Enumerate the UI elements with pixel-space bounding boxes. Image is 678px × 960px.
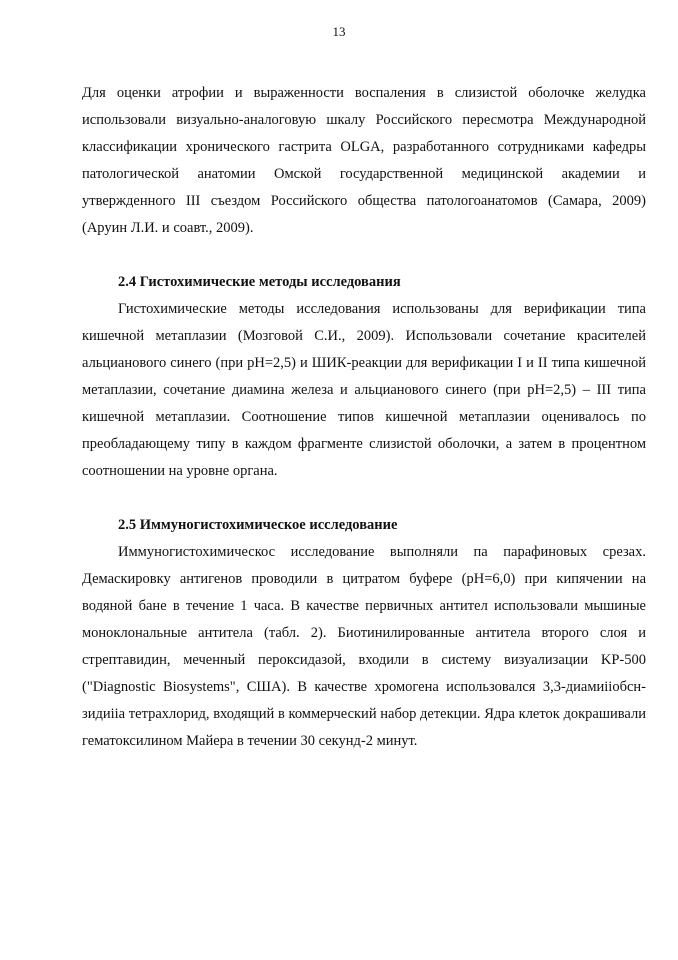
section-heading-histochemical: 2.4 Гистохимические методы исследования (118, 274, 401, 290)
spacer (82, 485, 646, 512)
section-text-histochemical: Гистохимические методы исследования использованы для верификации типа кишечной метаплазии (Мозговой С.И., 2009). Использовали сочетание красителей альцианового синего (при pH=2,5) и ШИК-реакции для верификации I и II типа кишечной метаплазии, сочетание диамина железа и альцианового синего (при pH=2,5) – III типа кишечной метаплазии. Соотношение типов кишечной метаплазии оценивалось по преобладающему типу в каждом фрагменте слизистой оболочки, а затем в процентном соотношении на уровне органа. (82, 301, 646, 479)
section-text-immunohistochemical: Иммуногистохимическос исследование выполняли па парафиновых срезах. Демаскировку антигенов проводили в цитратом буфере (pH=6,0) при кипячении на водяной бане в течение 1 часа. В качестве первичных антител использовали мышиные моноклональные антитела (табл. 2). Биотинилированные антитела второго слоя и стрептавидин, меченный пероксидазой, входили в систему визуализации KP-500 ("Diagnostic Biosystems", США). В качестве хромогена использовался 3,3-диамиіiобсн-зидиiіа тетрахлорид, входящий в коммерческий набор детекции. Ядра клеток докрашивали гематоксилином Майера в течении 30 секунд-2 минут. (82, 544, 646, 749)
section-heading-immunohistochemical: 2.5 Иммуногистохимическое исследование (118, 517, 398, 533)
page-content (82, 80, 646, 755)
page-number: 13 (332, 24, 346, 39)
intro-paragraph: Для оценки атрофии и выраженности воспаления в слизистой оболочке желудка использовали визуально-аналоговую шкалу Российского пересмотра Международной классификации хронического гастрита OLGA, разработанного сотрудниками кафедры патологической анатомии Омской государственной медицинской академии и утвержденного III съездом Российского общества патологоанатомов (Самара, 2009) (Аруин Л.И. и соавт., 2009). (82, 85, 646, 236)
spacer (82, 242, 646, 269)
